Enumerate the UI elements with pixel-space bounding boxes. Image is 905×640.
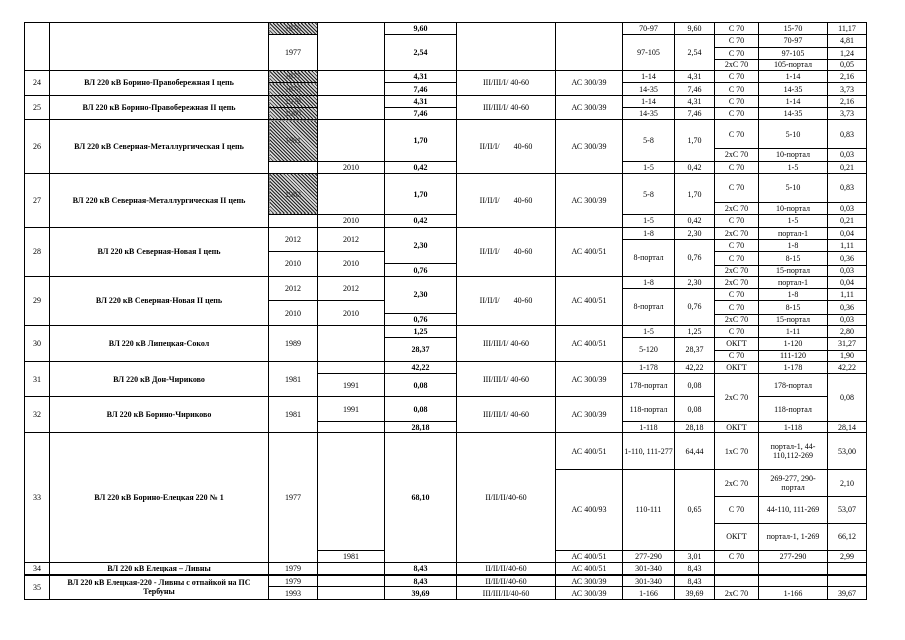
hatched-year-cell: 1976 — [269, 23, 318, 35]
table-row: 1976 9,60 70-97 9,60 С 70 15-70 11,17 — [25, 23, 867, 35]
table-row: 1978 7,46 14-35 7,46 С 70 14-35 3,73 — [25, 83, 867, 95]
table-row: С 70 97-105 1,24 — [25, 47, 867, 59]
table-row: 28,37 5-120 28,37 ОКГТ 1-120 31,27 — [25, 338, 867, 350]
table-row: 0,76 — [25, 264, 867, 265]
power-lines-table — [24, 22, 867, 600]
table-row: 33 ВЛ 220 кВ Борино-Елецкая 220 № 1 1977 68,10 II/II/II/40-60 АС 400/51 1-110, 111-277 64,44 1хС 70 портал-1, 44-110,112-269 53,00 — [25, 433, 867, 470]
table-row: 28 ВЛ 220 кВ Северная-Новая I цепь 2012 2012 2,30 II/II/I/ 40-60 АС 400/51 1-8 2,30 2хС 70 портал-1 0,04 — [25, 227, 867, 239]
table-row: 8-портал 0,76 С 70 1-8 1,11 — [25, 289, 867, 301]
table-row: 1977 2,54 97-105 2,54 С 70 70-97 4,81 — [25, 35, 867, 47]
table-row: 2010 0,42 1-5 0,42 С 70 1-5 0,21 — [25, 215, 867, 227]
table-row: 2хС 70 10-портал 0,03 — [25, 149, 867, 161]
table-row: 2хС 70 15-портал 0,03 — [25, 265, 867, 276]
lines-table-page — [24, 22, 866, 600]
table-row: С 70 111-120 1,90 — [25, 350, 867, 361]
table-row: 2010 0,42 1-5 0,42 С 70 1-5 0,21 — [25, 161, 867, 173]
table-row: ОКГТ портал-1, 1-269 66,12 — [25, 523, 867, 550]
table-row: 2хС 70 105-портал 0,05 — [25, 59, 867, 70]
table-row: 29 ВЛ 220 кВ Северная-Новая II цепь 2012 2012 2,30 II/II/I/ 40-60 АС 400/51 1-8 2,30 2хС 70 портал-1 0,04 — [25, 276, 867, 288]
table-row: 24 ВЛ 220 кВ Борино-Правобережная I цепь 1977 4,31 III/III/I/ 40-60 АС 300/39 1-14 4,31 С 70 1-14 2,16 — [25, 71, 867, 83]
table-row: 0,76 — [25, 313, 867, 314]
table-row: 1981 АС 400/51 277-290 3,01 С 70 277-290 2,99 — [25, 550, 867, 562]
table-row: 35 ВЛ 220 кВ Елецкая-220 - Ливны с отпайкой на ПС Тербуны 1979 8,43 II/II/II/40-60 АС 300/39 301-340 8,43 — [25, 575, 867, 587]
table-row: 2хС 70 10-портал 0,03 — [25, 202, 867, 214]
table-row: 1993 39,69 III/III/II/40-60 АС 300/39 1-166 39,69 2хС 70 1-166 39,67 — [25, 587, 867, 600]
table-row: 25 ВЛ 220 кВ Борино-Правобережная II цепь 1979 4,31 III/III/I/ 40-60 АС 300/39 1-14 4,31 С 70 1-14 2,16 — [25, 95, 867, 107]
table-row: 30 ВЛ 220 кВ Липецкая-Сокол 1989 1,25 III/III/I/ 40-60 АС 400/51 1-5 1,25 С 70 1-11 2,80 — [25, 325, 867, 337]
table-row: 1980 7,46 14-35 7,46 С 70 14-35 3,73 — [25, 107, 867, 119]
table-row: 1991 0,08 178-портал 0,08 2хС 70 178-портал 0,08 — [25, 373, 867, 385]
table-row: 2010 2010 С 70 8-15 0,36 — [25, 301, 867, 313]
table-row: АС 400/93 110-111 0,65 2хС 70 269-277, 290-портал 2,10 — [25, 470, 867, 497]
table-row: 27 ВЛ 220 кВ Северная-Металлургическая II цепь 1982 1,70 II/II/I/ 40-60 АС 300/39 5-8 1,70 С 70 5-10 0,83 — [25, 173, 867, 202]
table-row: 28,18 1-118 28,18 ОКГТ 1-118 28,14 — [25, 422, 867, 433]
table-row: С 70 44-110, 111-269 53,07 — [25, 496, 867, 523]
table-row: 2хС 70 15-портал 0,03 — [25, 314, 867, 325]
table-row: 31 ВЛ 220 кВ Дон-Чириково 1981 42,22 III/III/I/ 40-60 АС 300/39 1-178 42,22 ОКГТ 1-178 42,22 — [25, 361, 867, 373]
table-row: 2010 2010 С 70 8-15 0,36 — [25, 252, 867, 264]
table-row: 34 ВЛ 220 кВ Елецкая – Ливны 1979 8,43 II/II/II/40-60 АС 400/51 301-340 8,43 — [25, 562, 867, 574]
table-row: 26 ВЛ 220 кВ Северная-Металлургическая I цепь 1981 1,70 II/II/I/ 40-60 АС 300/39 5-8 1,70 С 70 5-10 0,83 — [25, 120, 867, 149]
table-row: 32 ВЛ 220 кВ Борино-Чириково 1981 1991 0,08 III/III/I/ 40-60 АС 300/39 118-портал 0,08 118-портал — [25, 397, 867, 409]
table-row: 8-портал 0,76 С 70 1-8 1,11 — [25, 239, 867, 251]
